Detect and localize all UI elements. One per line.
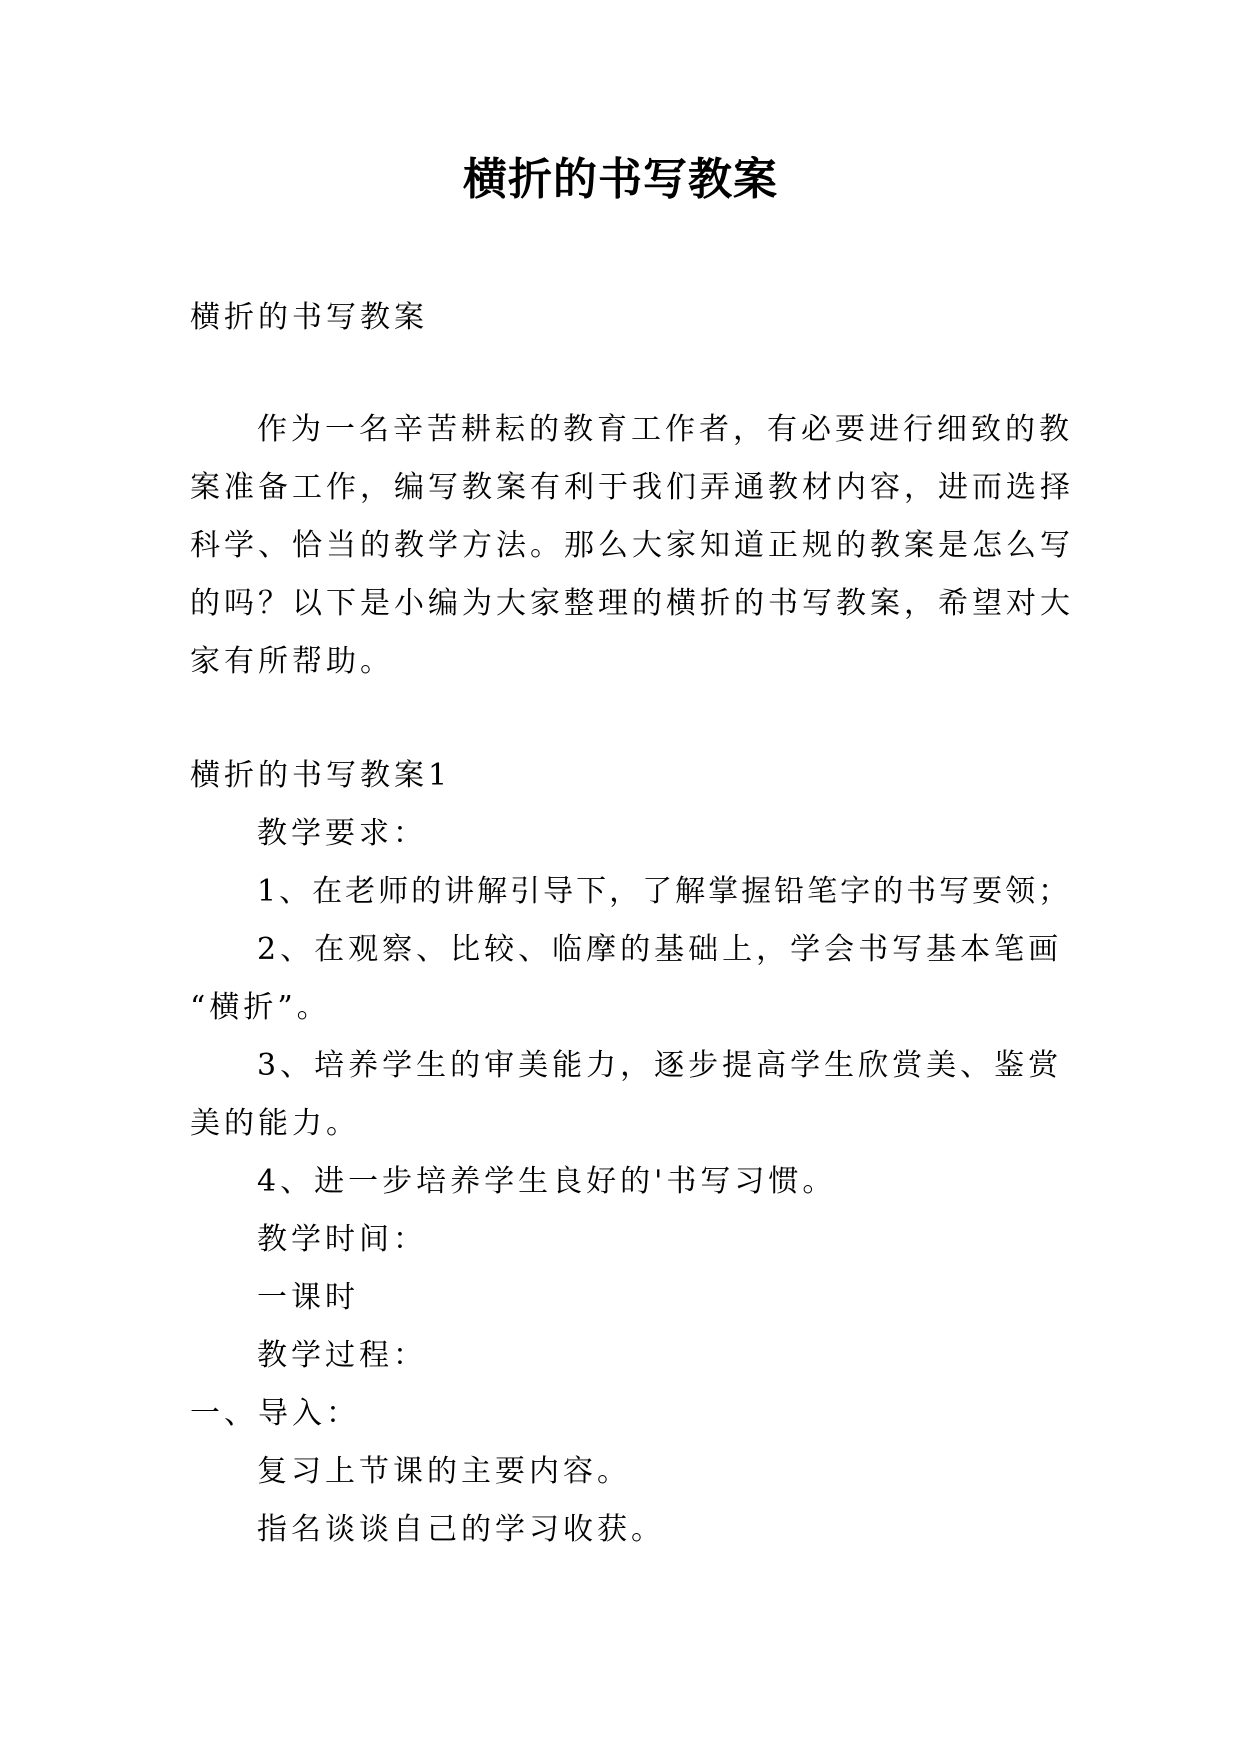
requirement-3-line-2: 美的能力。 (190, 1106, 360, 1141)
intro-line-4: 的吗？以下是小编为大家整理的横折的书写教案，希望对大 (190, 586, 1074, 621)
requirement-2-line-1: 2、在观察、比较、临摩的基础上，学会书写基本笔画 (257, 932, 1063, 967)
intro-line-1: 作为一名辛苦耕耘的教育工作者，有必要进行细致的教 (257, 412, 1073, 447)
time-value: 一课时 (257, 1280, 359, 1315)
section-heading: 横折的书写教案1 (190, 758, 452, 793)
intro-line-3: 科学、恰当的教学方法。那么大家知道正规的教案是怎么写 (190, 528, 1074, 563)
requirement-4: 4、进一步培养学生良好的'书写习惯。 (257, 1164, 837, 1199)
document-subtitle: 横折的书写教案 (190, 300, 428, 335)
requirement-2-line-2: “横折”。 (190, 990, 331, 1025)
step-1-item-2: 指名谈谈自己的学习收获。 (257, 1512, 665, 1547)
requirement-3-line-1: 3、培养学生的审美能力，逐步提高学生欣赏美、鉴赏 (257, 1048, 1063, 1083)
requirements-heading: 教学要求： (257, 816, 427, 851)
time-heading: 教学时间： (257, 1222, 427, 1257)
intro-line-5: 家有所帮助。 (190, 644, 394, 679)
document-title: 横折的书写教案 (463, 154, 778, 205)
requirement-1: 1、在老师的讲解引导下，了解掌握铅笔字的书写要领； (257, 874, 1072, 909)
process-heading: 教学过程： (257, 1338, 427, 1373)
intro-line-2: 案准备工作，编写教案有利于我们弄通教材内容，进而选择 (190, 470, 1074, 505)
step-1-heading: 一、导入： (190, 1396, 360, 1431)
step-1-item-1: 复习上节课的主要内容。 (257, 1454, 631, 1489)
